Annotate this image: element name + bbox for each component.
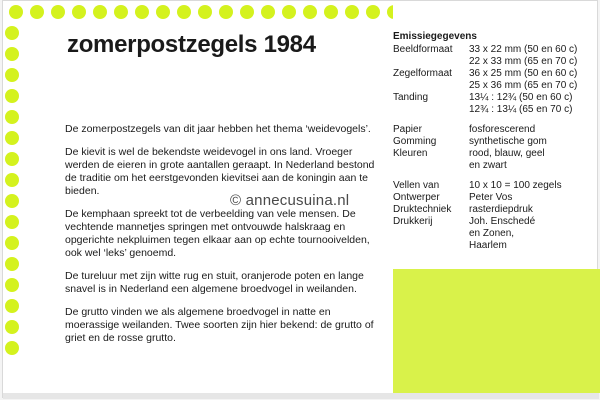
perforation-dot [5, 194, 19, 208]
info-values [469, 192, 600, 204]
emission-details-panel [393, 31, 600, 252]
info-values [469, 124, 600, 136]
info-row [393, 192, 600, 204]
info-value: rood, blauw, geel [469, 148, 545, 159]
info-label: Druktechniek [393, 204, 452, 215]
perforation-dot [51, 5, 65, 19]
info-value: en zwart [469, 160, 507, 171]
info-label: Tanding [393, 92, 429, 103]
perforation-dot [5, 278, 19, 292]
perforation-dot [219, 5, 233, 19]
info-row [393, 180, 600, 192]
info-row [393, 204, 600, 216]
info-value: 22 x 33 mm (65 en 70 c) [469, 56, 578, 67]
perforation-dot [387, 5, 393, 19]
stamp-folder-sheet [2, 0, 598, 398]
perforation-dots-left [3, 1, 25, 361]
info-row [393, 124, 600, 136]
info-label: Ontwerper [393, 192, 440, 203]
info-value: 25 x 36 mm (65 en 70 c) [469, 80, 578, 91]
info-value: 13¼ : 12¾ (50 en 60 c) [469, 92, 573, 103]
info-value: 33 x 22 mm (50 en 60 c) [469, 44, 578, 55]
info-label: Kleuren [393, 148, 428, 159]
paragraph-grutto: De grutto vinden we als algemene broedvogel in natte en moerassige weilanden. Twee soorten zijn hier bekend: de grutto of griet en de rosse grutto. [65, 306, 374, 344]
info-label: Drukkerij [393, 216, 433, 227]
info-value: 36 x 25 mm (50 en 60 c) [469, 68, 578, 79]
info-value: 10 x 10 = 100 zegels [469, 180, 562, 191]
perforation-dot [93, 5, 107, 19]
emission-rows [393, 44, 600, 252]
perforation-dot [303, 5, 317, 19]
info-row [393, 92, 600, 116]
info-value: fosforescerend [469, 124, 536, 135]
info-row [393, 136, 600, 148]
perforation-dot [5, 68, 19, 82]
info-values [469, 148, 600, 172]
paragraph-kievit: De kievit is wel de bekendste weidevogel in ons land. Vroeger werden de eieren in grote aantallen geraapt. In Nederland bestond de traditie om het eerstgevonden kievitsei aan de koningin aan te bieden. [65, 146, 375, 197]
info-value: Haarlem [469, 240, 507, 251]
info-value: Joh. Enschedé [469, 216, 536, 227]
info-values [469, 92, 600, 116]
perforation-dot [72, 5, 86, 19]
paragraph-intro: De zomerpostzegels van dit jaar hebben het thema ‘weidevogels’. [65, 123, 371, 135]
perforation-dot [345, 5, 359, 19]
perforation-dot [5, 131, 19, 145]
perforation-dot [30, 5, 44, 19]
info-label: Zegelformaat [393, 68, 452, 79]
info-row [393, 68, 600, 92]
perforation-dot [366, 5, 380, 19]
info-values [469, 180, 600, 192]
perforation-dot [5, 110, 19, 124]
perforation-dot [240, 5, 254, 19]
perforation-dots-top [3, 1, 393, 27]
info-values [469, 216, 600, 252]
info-values [469, 204, 600, 216]
perforation-dot [198, 5, 212, 19]
emission-heading: Emissiegegevens [393, 31, 477, 42]
green-panel [393, 269, 600, 393]
perforation-dot [135, 5, 149, 19]
info-value: synthetische gom [469, 136, 547, 147]
info-row [393, 44, 600, 68]
perforation-dot [282, 5, 296, 19]
info-value: 12¾ : 13¼ (65 en 70 c) [469, 104, 573, 115]
bottom-edge [3, 393, 599, 399]
info-value: en Zonen, [469, 228, 515, 239]
info-label: Gomming [393, 136, 437, 147]
perforation-dot [5, 26, 19, 40]
perforation-dot [5, 299, 19, 313]
perforation-dot [5, 320, 19, 334]
info-value: rasterdiepdruk [469, 204, 533, 215]
perforation-dot [324, 5, 338, 19]
info-values [469, 44, 600, 68]
perforation-dot [5, 152, 19, 166]
perforation-dot [5, 215, 19, 229]
info-label: Beeldformaat [393, 44, 453, 55]
info-row [393, 216, 600, 252]
perforation-dot [5, 173, 19, 187]
perforation-dot [5, 236, 19, 250]
info-row [393, 148, 600, 172]
perforation-dot [5, 257, 19, 271]
perforation-dot [261, 5, 275, 19]
perforation-dot [114, 5, 128, 19]
perforation-dot [177, 5, 191, 19]
perforation-dot [5, 89, 19, 103]
info-values [469, 136, 600, 148]
paragraph-tureluur: De tureluur met zijn witte rug en stuit, oranjerode poten en lange snavel is in Nederland een algemene broedvogel in weilanden. [65, 270, 364, 295]
info-values [469, 68, 600, 92]
info-label: Vellen van [393, 180, 440, 191]
description-text [65, 123, 385, 355]
perforation-dot [5, 47, 19, 61]
perforation-dot [5, 341, 19, 355]
info-label: Papier [393, 124, 422, 135]
perforation-dot [156, 5, 170, 19]
page-title: zomerpostzegels 1984 [67, 31, 316, 58]
info-value: Peter Vos [469, 192, 513, 203]
paragraph-kemphaan: De kemphaan spreekt tot de verbeelding van vele mensen. De vechtende mannetjes springen met ontvouwde halskraag en opgerichte nekpluimen tegen elkaar aan op echte tournooivelden, ook wel ‘leks’ genoemd. [65, 208, 370, 259]
watermark-text: © annecusuina.nl [230, 192, 350, 209]
